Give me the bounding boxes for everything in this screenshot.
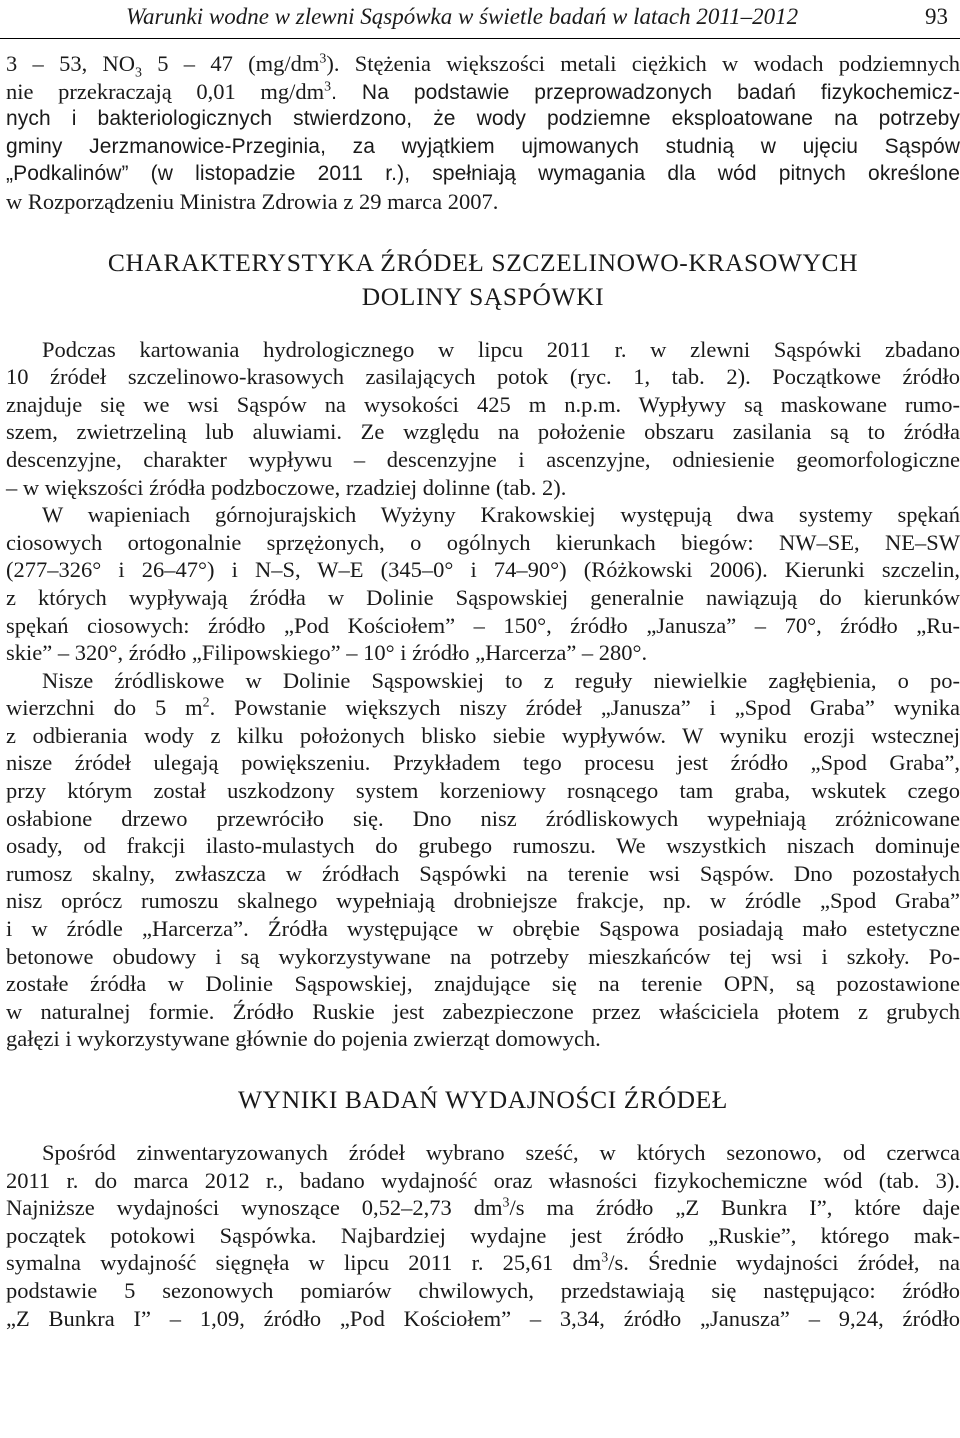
text-line: osłabione drzewo przewróciło się. Dno nisz źródliskowych wypełniają zróżnicowane xyxy=(6,805,960,831)
text-line: z których wypływają źródła w Dolinie Sąspowskiej generalnie nawiązują do kierunków xyxy=(6,584,960,610)
text-line: – w większości źródła podzboczowe, rzadziej dolinne (tab. 2). xyxy=(6,474,567,500)
text-line: szem, zwietrzeliną lub aluwiami. Ze względu na położenie obszaru zasilania są to źródła xyxy=(6,419,960,445)
section-heading: WYNIKI BADAŃ WYDAJNOŚCI ŹRÓDEŁ xyxy=(238,1085,728,1114)
text-line: gałęzi i wykorzystywane głównie do pojenia zwierząt domowych. xyxy=(6,1026,601,1052)
text-line: rumosz skalny, zwłaszcza w źródłach Sąspówki na terenie wsi Sąspów. Dno pozostałych xyxy=(6,860,960,886)
text-line: zostałe źródła w Dolinie Sąspowskiej, znajdujące się na terenie OPN, są pozostawione xyxy=(6,971,960,997)
text-line: „Z Bunkra I” – 1,09, źródło „Pod Kościołem” – 3,34, źródło „Janusza” – 9,24, źródło xyxy=(6,1305,960,1331)
text-line: spękań ciosowych: źródło „Pod Kościołem” – 150°, źródło „Janusza” – 70°, źródło „Ru- xyxy=(6,612,960,638)
text-line: nie przekraczają 0,01 $mg/dm^3$. Na podstawie przeprowadzonych badań fizykochemicz- xyxy=(6,78,960,104)
text-line: w naturalnej formie. Źródło Ruskie jest zabezpieczone przez właściciela płotem z grubych xyxy=(6,998,960,1024)
text-line: 10 źródeł szczelinowo-krasowych zasilających potok (ryc. 1, tab. 2). Początkowe źródło xyxy=(6,364,960,390)
text-line: przy którym został uszkodzony system korzeniowy rosnącego tam graba, wskutek czego xyxy=(6,778,960,804)
running-header xyxy=(0,0,960,39)
text-line: nisz oprócz rumoszu skalnego wypełniają drobniejsze frakcje, np. w źródle „Spod Graba” xyxy=(6,888,960,914)
article-body xyxy=(6,50,960,1332)
text-line: betonowe obudowy i są wykorzystywane na potrzeby mieszkańców tej wsi i szkoły. Po- xyxy=(6,943,960,969)
text-line: z odbierania wody z kilku położonych blisko siebie wypływów. W wyniku erozji wstecznej xyxy=(6,722,960,748)
section-heading: CHARAKTERYSTYKA ŹRÓDEŁ SZCZELINOWO-KRASOWYCH DOLINY SĄSPÓWKI xyxy=(107,247,859,311)
text-line: ciosowych ortogonalnie sprzężonych, o ogólnych kierunkach biegów: NW–SE, NE–SW xyxy=(6,529,960,555)
page-number: 93 xyxy=(925,4,948,29)
text-line: w Rozporządzeniu Ministra Zdrowia z 29 marca 2007. xyxy=(6,188,499,214)
text-line: nych i bakteriologicznych stwierdzono, że wody podziemne eksploatowane na potrzeby xyxy=(6,107,960,131)
text-line: Spośród zinwentaryzowanych źródeł wybrano sześć, w których sezonowo, od czerwca xyxy=(42,1140,960,1165)
text-line: symalna wydajność sięgnęła w lipcu 2011 r. 25,61 $dm^3/s$. Średnie wydajności źródeł, na xyxy=(6,1250,960,1276)
text-line: descenzyjne, charakter wypływu – descenzyjne i ascenzyjne, odniesienie geomorfologiczne xyxy=(6,446,960,472)
text-line: podstawie 5 sezonowych pomiarów chwilowych, przedstawiają się następująco: źródło xyxy=(6,1277,960,1303)
text-line: 3 – 53, $NO_3$ 5 – 47 $(mg/dm^3)$. Stężenia większości metali ciężkich w wodach podziemnych xyxy=(6,51,960,81)
text-line: znajduje się we wsi Sąspów na wysokości 425 m n.p.m. Wypływy są maskowane rumo- xyxy=(6,391,960,417)
text-line: wierzchni do 5 $m^2$. Powstanie większych niszy źródeł „Janusza” i „Spod Graba” wynika xyxy=(6,695,960,721)
text-line: 2011 r. do marca 2012 r., badano wydajność oraz własności fizykochemiczne wód (tab. 3). xyxy=(6,1167,960,1193)
text-line: W wapieniach górnojurajskich Wyżyny Krakowskiej występują dwa systemy spękań xyxy=(42,502,960,528)
text-line: początek potokowi Sąspówka. Najbardziej wydajne jest źródło „Ruskie”, którego mak- xyxy=(6,1222,960,1248)
text-line: skie” – 320°, źródło „Filipowskiego” – 10° i źródło „Harcerza” – 280°. xyxy=(6,640,648,666)
text-line: nisze źródeł ulegają powiększeniu. Przykładem tego procesu jest źródło „Spod Graba”, xyxy=(6,750,960,776)
text-line: i w źródle „Harcerza”. Źródła występujące w obrębie Sąspowa posiadają mało estetyczne xyxy=(6,916,960,942)
text-line: osady, od frakcji ilasto-mulastych do grubego rumoszu. We wszystkich niszach dominuje xyxy=(6,833,960,859)
running-title: Warunki wodne w zlewni Sąspówka w świetle badań w latach 2011–2012 xyxy=(126,4,799,29)
text-line: Podczas kartowania hydrologicznego w lipcu 2011 r. w zlewni Sąspówki zbadano xyxy=(42,336,960,362)
text-line: gminy Jerzmanowice-Przeginia, za wyjątkiem ujmowanych studnią w ujęciu Sąspów xyxy=(6,134,960,158)
text-line: (277–326° i 26–47°) i N–S, W–E (345–0° i 74–90°) (Różkowski 2006). Kierunki szczelin, xyxy=(6,557,960,583)
text-line: „Podkalinów” (w listopadzie 2011 r.), spełniają wymagania dla wód pitnych określone xyxy=(6,162,960,186)
text-line: Nisze źródliskowe w Dolinie Sąspowskiej to z reguły niewielkie zagłębienia, o po- xyxy=(42,667,960,693)
text-line: Najniższe wydajności wynoszące 0,52–2,73 $dm^3/s$ ma źródło „Z Bunkra I”, które daje xyxy=(6,1195,960,1221)
